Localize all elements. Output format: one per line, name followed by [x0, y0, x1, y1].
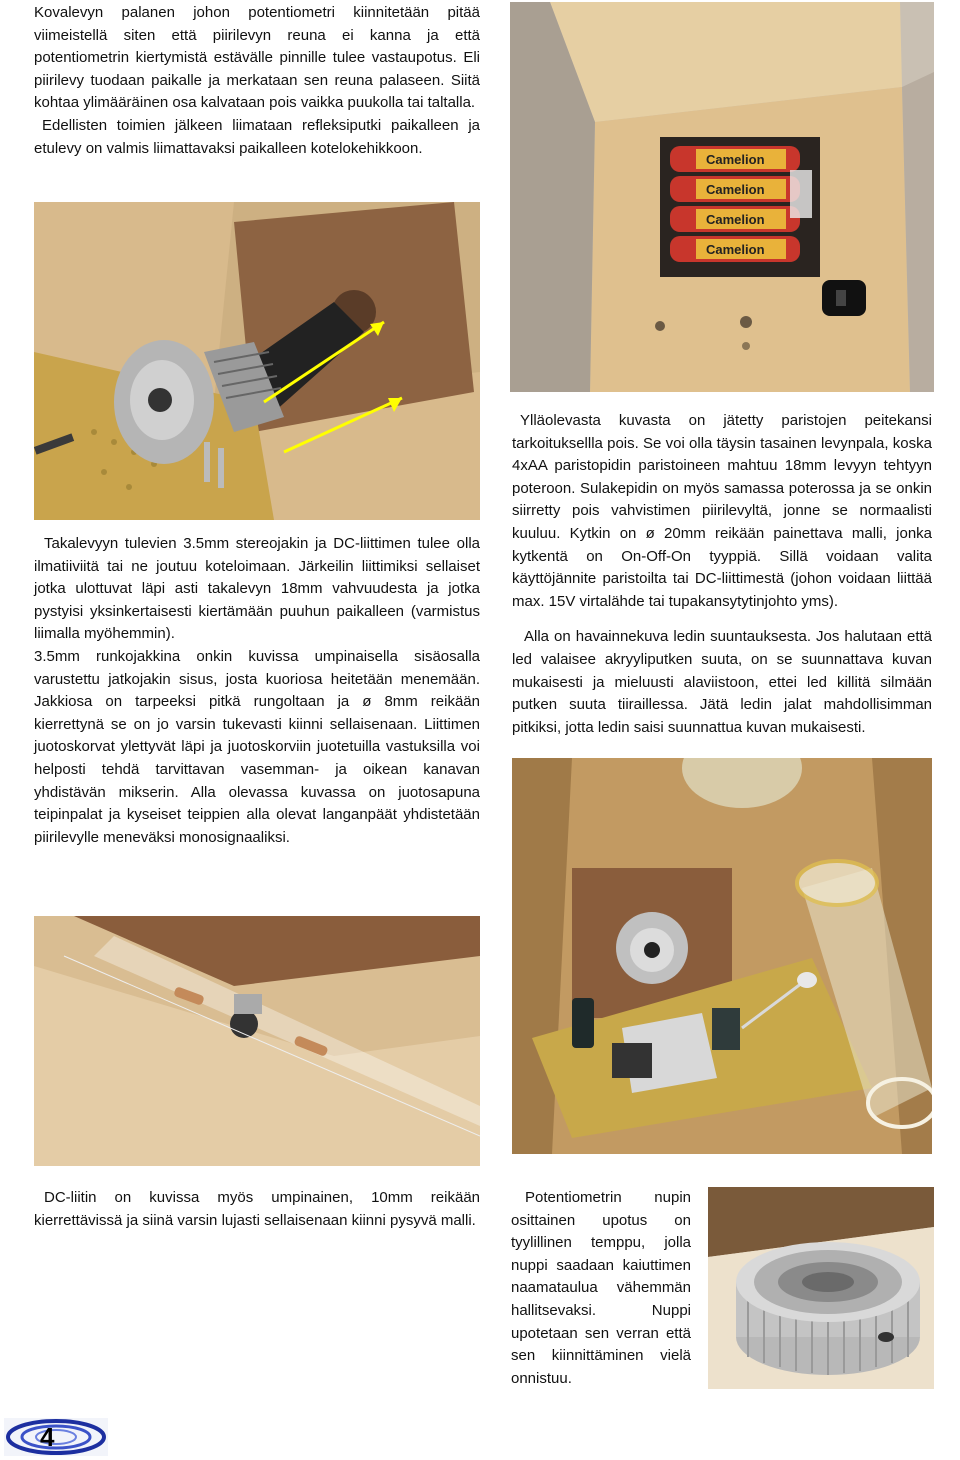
knob-photo: [708, 1187, 934, 1389]
battery-paragraph-1: Ylläolevasta kuvasta on jätetty paristojen peitekansi tarkoituksellla pois. Se voi olla täysin tasainen levynpala, koska 4xAA paristopidin paristoineen mahtuu 18mm levyyn tehtyyn poteroon. Sulakepidin on myös samassa poterossa ja se onkin siirretty pois vahvistimen piirilevyltä, jonne se normaalisti kuuluu. Kytkin on ø 20mm reikään painettava malli, jonka kytkentä on On-Off-On tyyppiä. Sillä voidaan valita käyttöjännite paristoilta tai DC-liittimestä (johon voidaan liittää max. 15V virtalähde tai tupakansytytinjohto yms).: [512, 412, 932, 610]
dc-connector-text: [34, 1187, 480, 1232]
knob-paragraph: Potentiometrin nupin osittainen upotus on tyylillinen temppu, jolla nuppi saadaan kaiuttimen naamataulua vähemmän hallitsevaksi. Nuppi upotetaan sen verran että sen kiinnittäminen vielä onnistuu.: [511, 1189, 691, 1387]
magazine-logo: [4, 1418, 108, 1456]
dc-connector-paragraph: DC-liitin on kuvissa myös umpinainen, 10mm reikään kierrettävissä ja siinä varsin lujasti sellaisenaan kiinni pysyvä malli.: [34, 1189, 480, 1229]
jack-resistors-photo: [34, 916, 480, 1166]
battery-label-1: Camelion: [706, 152, 765, 167]
page-number: 4: [40, 1422, 55, 1452]
battery-text: [512, 410, 932, 739]
connector-text: [34, 533, 480, 849]
led-paragraph: Alla on havainnekuva ledin suuntauksesta. Jos halutaan että led valaisee akryyliputken suuta, on se suunnattava kuvan mukaisesti ja mieluusti alaviistoon, ettei led killitä silmään putken suuta tiiraillessa. Jätä ledin jalat mahdollisimman pitkiksi, jotta ledin saisi suunnattua kuvan mukaisesti.: [512, 628, 932, 736]
intro-paragraph-2: Edellisten toimien jälkeen liimataan refleksiputki paikalleen ja etulevy on valmis liimattavaksi paikalleen kotelokehikkoon.: [34, 116, 480, 157]
battery-box-photo: [510, 2, 934, 392]
potentiometer-photo: [34, 202, 480, 520]
battery-label-3: Camelion: [706, 212, 765, 227]
intro-text: [34, 2, 480, 160]
connector-paragraph-2: 3.5mm runkojakkina onkin kuvissa umpinaisella sisäosalla varustettu jatkojakin sisus, josta kuoriosa heitetään menemään. Jakkiosa on tarpeeksi pitkä rungoltaan ja ø 8mm reikään kierrettynä se on jo varsin tukevasti kiinni sellaisenaan. Liittimen juotoskorvat ylettyvät läpi ja juotoskorviin juotetuilla vastuksilla voi helposti tehdä tarvittavan vasemman- ja oikean kanavan yhdistävän mikserin. Alla olevassa kuvassa on juotosapuna teipinpalat ja kyseiset teippien alla olevat langanpäät yhdistetään piirilevylle meneväksi monosignaaliksi.: [34, 647, 480, 846]
led-tube-photo: [512, 758, 932, 1154]
battery-label-4: Camelion: [706, 242, 765, 257]
knob-text: [511, 1187, 691, 1390]
intro-paragraph-1: Kovalevyn palanen johon potentiometri kiinnitetään pitää viimeistellä siten että piirilevyn reuna ei kanna ja että potentiometrin kiertymistä estävälle pinnille tulee vastaupotus. Eli piirilevy tuodaan paikalle ja merkataan sen reuna palaseen. Siitä kohtaa ylimääräinen osa kalvataan pois vaikka puukolla tai taltalla.: [34, 4, 480, 112]
battery-label-2: Camelion: [706, 182, 765, 197]
connector-paragraph-1: Takalevyyn tulevien 3.5mm stereojakin ja DC-liittimen tulee olla ilmatiiviitä tai ne joutuu koteloimaan. Järkeilin liittimiksi sellaiset jotka ulottuvat läpi asti takalevyn 18mm vahvuudesta ja jotka pystyisi yksinkertaisesti kiertämään puuhun paikalleen (varmistus liimalla myöhemmin).: [34, 535, 480, 643]
